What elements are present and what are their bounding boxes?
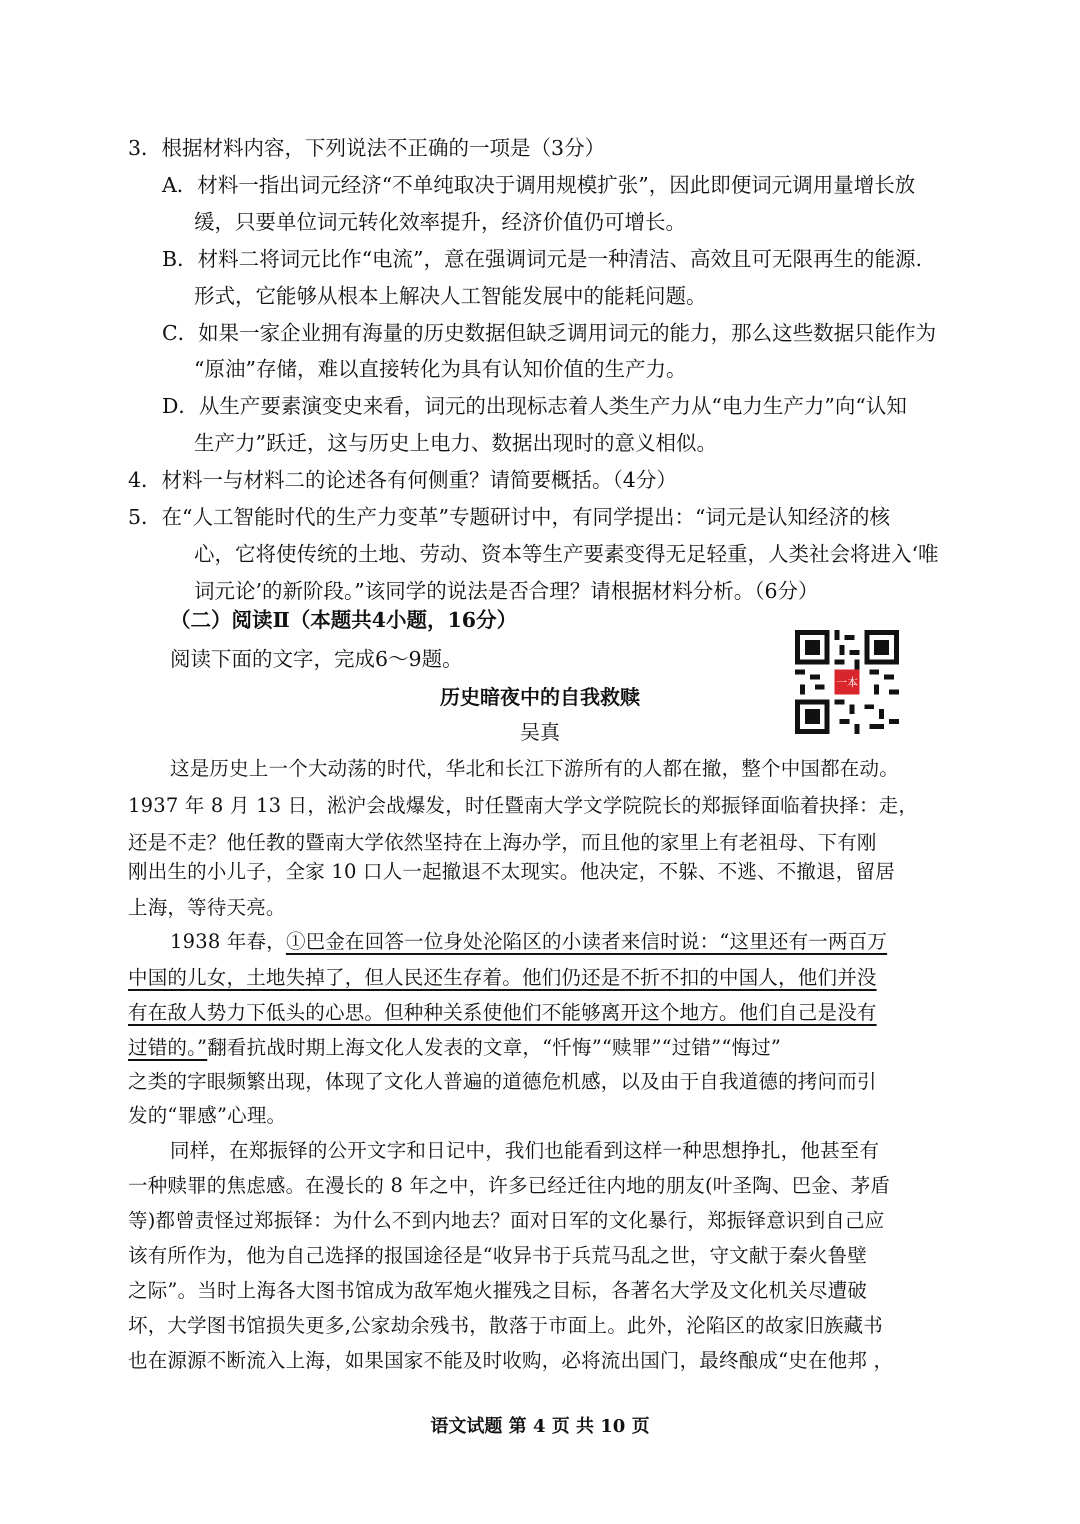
qr-center-label: 一本 <box>836 675 858 689</box>
option-a-line-1: A．材料一指出词元经济“不单纯取决于调用规模扩张”，因此即便词元调用量增长放 <box>162 173 916 197</box>
option-d-line-2: 生产力”跃迁，这与历史上电力、数据出现时的意义相似。 <box>194 431 717 455</box>
p3-line-2: 一种赎罪的焦虑感。在漫长的 8 年之中，许多已经迁往内地的朋友(叶圣陶、巴金、茅盾 <box>128 1174 891 1197</box>
question-5-line-3: 词元论’的新阶段。”该同学的说法是否合理？请根据材料分析。（6分） <box>194 579 819 603</box>
p2-line-5: 之类的字眼频繁出现，体现了文化人普遍的道德危机感，以及由于自我道德的拷问而引 <box>128 1070 877 1093</box>
p2-line-4 <box>128 1034 781 1062</box>
p2-line-4-underlined: 过错的。” <box>128 1036 208 1059</box>
p3-line-7: 也在源源不断流入上海，如果国家不能及时收购，必将流出国门，最终酿成“史在他邦 ， <box>128 1349 894 1372</box>
question-5-line-1: 5．在“人工智能时代的生产力变革”专题研讨中，有同学提出：“词元是认知经济的核 <box>128 505 890 529</box>
p3-line-6: 坏，大学图书馆损失更多,公家劫余残书，散落于市面上。此外，沦陷区的故家旧族藏书 <box>128 1314 883 1337</box>
p2-line-4-rest: 翻看抗战时期上海文化人发表的文章，“忏悔”“赎罪”“过错”“悔过” <box>207 1036 782 1059</box>
p1-line-5: 上海，等待天亮。 <box>128 896 286 919</box>
p3-line-3: 等)都曾责怪过郑振铎：为什么不到内地去？面对日军的文化暴行，郑振铎意识到自己应 <box>128 1209 885 1232</box>
page-footer: 语文试题 第 4 页 共 10 页 <box>430 1416 650 1437</box>
section-heading: （二）阅读Ⅱ（本题共4小题，16分） <box>170 608 518 632</box>
question-3-stem: 3．根据材料内容，下列说法不正确的一项是（3分） <box>128 136 606 160</box>
p2-line-1-lead: 1938 年春， <box>170 930 286 953</box>
article-title: 历史暗夜中的自我救赎 <box>440 685 640 709</box>
reading-instruction: 阅读下面的文字，完成6～9题。 <box>170 647 463 671</box>
question-4: 4．材料一与材料二的论述各有何侧重？请简要概括。（4分） <box>128 468 677 492</box>
option-d-line-1: D．从生产要素演变史来看，词元的出现标志着人类生产力从“电力生产力”向“认知 <box>162 394 907 418</box>
question-5-line-2: 心，它将使传统的土地、劳动、资本等生产要素变得无足轻重，人类社会将进入‘唯 <box>194 542 939 566</box>
option-c-line-2: “原油”存储，难以直接转化为具有认知价值的生产力。 <box>194 357 687 381</box>
p2-line-6: 发的“罪感”心理。 <box>128 1104 287 1127</box>
p2-line-1-underlined: ①巴金在回答一位身处沦陷区的小读者来信时说：“这里还有一两百万 <box>285 930 888 953</box>
option-c-line-1: C．如果一家企业拥有海量的历史数据但缺乏调用词元的能力，那么这些数据只能作为 <box>162 321 937 345</box>
p2-line-3: 有在敌人势力下低头的心思。但种种关系使他们不能够离开这个地方。他们自己是没有 <box>128 1001 877 1024</box>
option-b-line-2: 形式，它能够从根本上解决人工智能发展中的能耗问题。 <box>194 284 707 308</box>
option-a-line-2: 缓，只要单位词元转化效率提升，经济价值仍可增长。 <box>194 210 686 234</box>
p2-line-1 <box>170 928 887 956</box>
p1-line-1: 这是历史上一个大动荡的时代，华北和长江下游所有的人都在撤，整个中国都在动。 <box>170 757 899 780</box>
p1-line-3: 还是不走？他任教的暨南大学依然坚持在上海办学，而且他的家里上有老祖母、下有刚 <box>128 831 877 854</box>
p2-line-2: 中国的儿女，土地失掉了，但人民还生存着。他们仍还是不折不扣的中国人，他们并没 <box>128 966 877 989</box>
option-b-line-1: B．材料二将词元比作“电流”，意在强调词元是一种清洁、高效且可无限再生的能源. <box>162 247 923 271</box>
p3-line-5: 之际”。当时上海各大图书馆成为敌军炮火摧残之目标，各著名大学及文化机关尽遭破 <box>128 1279 868 1302</box>
p3-line-4: 该有所作为，他为自己选择的报国途径是“收异书于兵荒马乱之世，守文献于秦火鲁壁 <box>128 1244 868 1267</box>
p3-line-1: 同样，在郑振铎的公开文字和日记中，我们也能看到这样一种思想挣扎，他甚至有 <box>170 1139 880 1162</box>
article-author: 吴真 <box>520 720 560 744</box>
p1-line-2: 1937 年 8 月 13 日，淞沪会战爆发，时任暨南大学文学院院长的郑振铎面临着抉择：走， <box>128 794 919 817</box>
p1-line-4: 刚出生的小儿子，全家 10 口人一起撤退不太现实。他决定，不躲、不逃、不撤退，留居 <box>128 860 895 883</box>
